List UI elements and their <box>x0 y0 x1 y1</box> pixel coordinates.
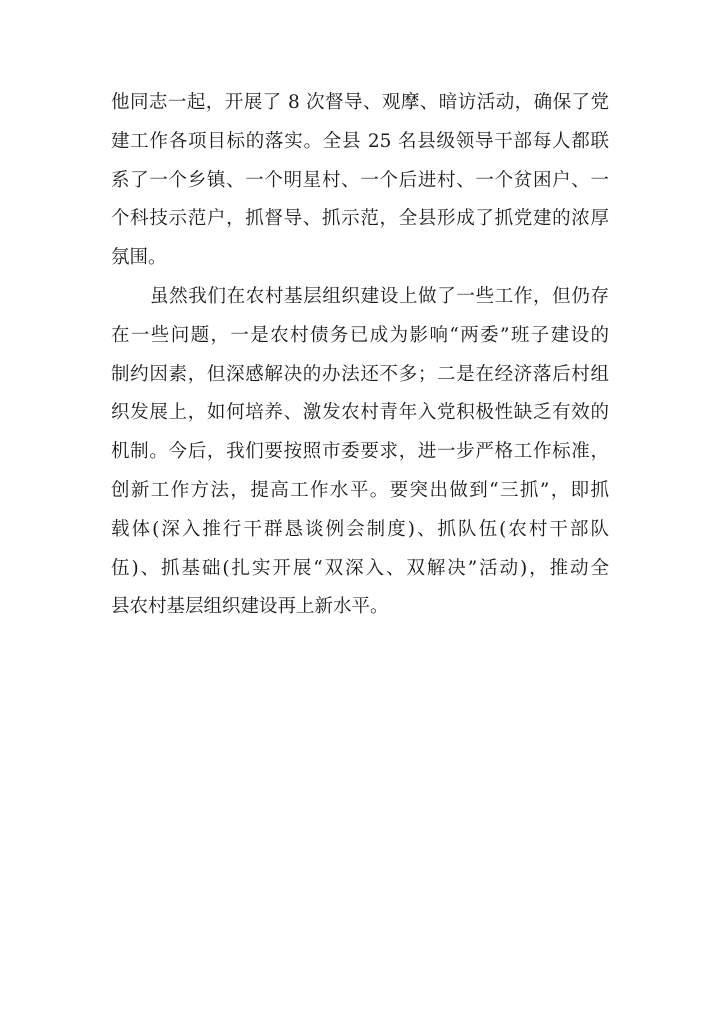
paragraph-1 <box>111 84 609 278</box>
paragraph-line: 伍)、抓基础(扎实开展“双深入、双解决”活动)，推动全 <box>111 557 609 579</box>
paragraph-line: 创新工作方法，提高工作水平。要突出做到“三抓”，即抓 <box>111 479 609 501</box>
paragraph-line: 织发展上，如何培养、激发农村青年入党积极性缺乏有效的 <box>111 402 609 424</box>
paragraph-line: 在一些问题，一是农村债务已成为影响“两委”班子建设的 <box>111 324 609 346</box>
paragraph-line: 建工作各项目标的落实。全县 25 名县级领导干部每人都联 <box>111 130 609 152</box>
paragraph-line: 机制。今后，我们要按照市委要求，进一步严格工作标准， <box>111 441 609 463</box>
paragraph-line: 载体(深入推行干群恳谈例会制度)、抓队伍(农村干部队 <box>111 518 609 540</box>
paragraph-line: 系了一个乡镇、一个明星村、一个后进村、一个贫困户、一 <box>111 169 609 191</box>
paragraph-line: 县农村基层组织建设再上新水平。 <box>111 596 389 618</box>
paragraph-line: 氛围。 <box>111 247 167 269</box>
document-body <box>111 84 609 627</box>
paragraph-line: 他同志一起，开展了 8 次督导、观摩、暗访活动，确保了党 <box>111 92 609 113</box>
paragraph-line: 个科技示范户，抓督导、抓示范，全县形成了抓党建的浓厚 <box>111 208 609 230</box>
paragraph-2 <box>111 278 609 627</box>
paragraph-line: 制约因素，但深感解决的办法还不多；二是在经济落后村组 <box>111 363 609 385</box>
paragraph-line: 虽然我们在农村基层组织建设上做了一些工作，但仍存 <box>150 285 609 307</box>
